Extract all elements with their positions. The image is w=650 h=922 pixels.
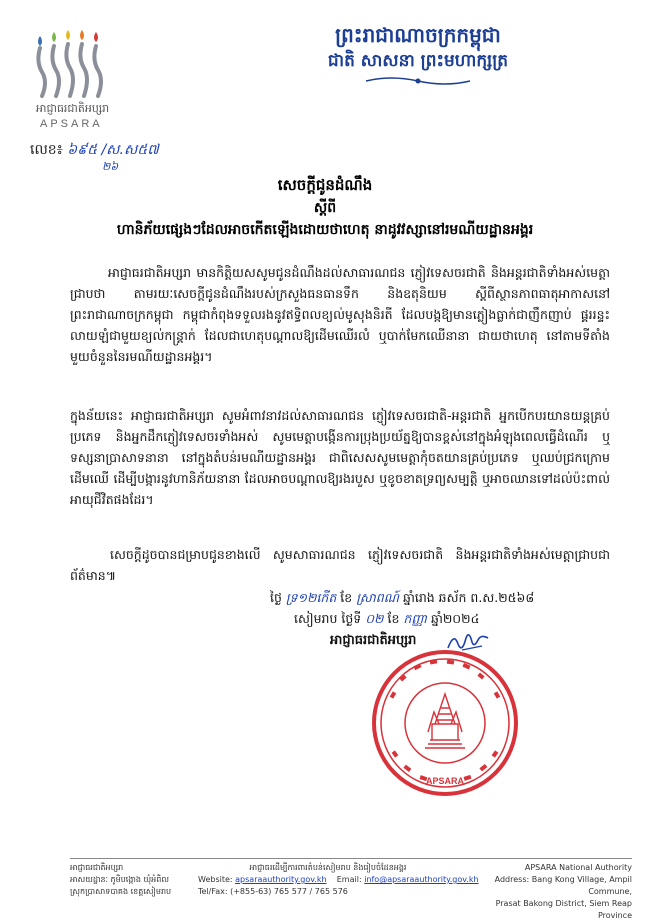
reference-number	[30, 140, 159, 161]
notice-about: ស្តីពី	[313, 200, 337, 216]
footer-right-line-2: Address: Bang Kong Village, Ampil Commune,	[494, 875, 632, 896]
footer-left-line-1: អាជ្ញាធរជាតិអប្សរា	[70, 863, 124, 872]
header-ornament	[364, 76, 472, 86]
reference-handwritten-number: ៦៩៥	[67, 142, 98, 158]
body-paragraph-2: ក្នុងន័យនេះ អាជ្ញាធរជាតិអប្សរា សូមអំពាវនាវដល់សាធារណជន ភ្ញៀវទេសចរជាតិ-អន្តរជាតិ អ្នកបើកបរយានយន្តគ្រប់ប្រភេទ និងអ្នកដឹកភ្ញៀវទេសចរទាំងអស់ សូមមេត្តាបង្កើនការប្រុងប្រយ័ត្នឱ្យបានខ្ពស់នៅក្នុងអំឡុងពេលធ្វើដំណើរ ឬទស្សនាប្រាសាទនានា នៅក្នុងតំបន់រមណីយដ្ឋានអង្គរ ជាពិសេសសូមមេត្តាកុំចតយានគ្រប់ប្រភេទ ឬឈប់ជ្រកក្រោមដើមឈើ ដើម្បីបង្ការនូវហានិភ័យនានា ដែលអាចបណ្តាលឱ្យរងរបួស ឬខូចខាតទ្រព្យសម្បត្តិ ឬអាចឈានទៅដល់ប៉ះពាល់អាយុជីវិតផងដែរ។	[70, 408, 610, 507]
lunar-year: ឆ្នាំរោង ឆស័ក ព.ស.២៥៦៨	[402, 590, 535, 605]
website-link[interactable]: apsaraauthority.gov.kh	[235, 875, 327, 884]
reference-prefix: លេខ៖	[30, 142, 63, 158]
footer-left-line-3: ស្រុកប្រាសាទបាគង ខេត្តសៀមរាប	[70, 887, 172, 896]
solar-month-label: ខែ	[387, 611, 400, 626]
logo-wordmark: APSARA	[40, 118, 103, 130]
body-paragraph-1: អាជ្ញាធរជាតិអប្សរា មានកិត្តិយសសូមជូនដំណឹងដល់សាធារណជន ភ្ញៀវទេសចរជាតិ និងអន្តរជាតិទាំងអស់មេត្តាជ្រាបថា តាមរយៈសេចក្តីជូនដំណឹងរបស់ក្រសួងធនធានទឹក និងឧតុនិយម ស្តីពីស្ថានភាពធាតុអាកាសនៅព្រះរាជាណាចក្រកម្ពុជា កម្ពុជាកំពុងទទួលរងនូវឥទ្ធិពលខ្យល់មូសុងនិរតី ដែលបង្កឱ្យមានភ្លៀងធ្លាក់ជាញឹកញាប់ ផ្គររន្ទះ លាយឡំជាមួយខ្យល់កន្ត្រាក់ ដែលជាហេតុបណ្តាលឱ្យដើមឈើរលំ ឬបាក់មែកឈើនានា ជាយថាហេតុ នៅតាមទីតាំងមួយចំនួននៃរមណីយដ្ឋានអង្គរ។	[70, 265, 610, 364]
solar-year: ឆ្នាំ២០២៤	[430, 611, 480, 626]
notice-title: សេចក្តីជូនដំណឹង	[277, 176, 373, 194]
kingdom-title: ព្រះរាជាណាចក្រកម្ពុជា	[335, 23, 501, 47]
lunar-day-handwritten: ទ្រ១២កើត	[285, 590, 337, 605]
official-seal	[370, 648, 520, 798]
email-label: Email:	[336, 875, 362, 884]
lunar-month-handwritten: ស្រាពណ៍	[356, 590, 399, 605]
footer-right-line-1: APSARA National Authority	[524, 863, 632, 872]
solar-day-handwritten: ០២	[365, 611, 384, 626]
logo-org-name: អាជ្ញាធរជាតិអប្សរា	[36, 102, 110, 115]
lunar-month-label: ខែ	[340, 590, 353, 605]
notice-subject: ហានិភ័យផ្សេងៗដែលអាចកើតឡើងដោយថាហេតុ នាដូវវស្សានៅរមណីយដ្ឋានអង្គរ	[116, 222, 534, 238]
website-label: Website:	[198, 875, 233, 884]
footer-telephone: Tel/Fax: (+855-63) 765 577 / 765 576	[198, 887, 348, 896]
footer-mid-title: អាជ្ញាធរដើម្បីការពារតំបន់សៀមរាប និងរៀបចំដែនអង្គរ	[249, 863, 407, 872]
lunar-date	[270, 590, 534, 609]
reference-sub: ២៦	[102, 160, 119, 173]
logo-figures	[38, 44, 101, 96]
footer-left-line-2: អាសយដ្ឋានៈ ភូមិបង្កោង ឃុំអំពិល	[70, 875, 169, 884]
solar-date-prefix: សៀមរាប ថ្ងៃទី	[294, 611, 362, 626]
footer-right-line-3: Prasat Bakong District, Siem Reap Province	[495, 899, 632, 920]
reference-suffix: /ស.ស៥៧	[101, 142, 159, 158]
seal-temple-emblem	[425, 694, 465, 748]
national-motto: ជាតិ សាសនា ព្រះមហាក្សត្រ	[327, 51, 509, 71]
footer-khmer-address	[70, 862, 200, 898]
body-paragraph-3: សេចក្តីដូចបានជម្រាបជូនខាងលើ សូមសាធារណជន ភ្ញៀវទេសចរជាតិ និងអន្តរជាតិទាំងអស់មេត្តាជ្រាបជាព័ត៌មាន៕	[70, 547, 610, 583]
seal-apsara-text: APSARA	[425, 776, 465, 786]
email-link[interactable]: info@apsaraauthority.gov.kh	[364, 875, 479, 884]
footer-english-address	[460, 862, 632, 922]
solar-month-handwritten: កញ្ញា	[403, 611, 427, 626]
footer-divider	[70, 858, 632, 859]
lunar-date-prefix: ថ្ងៃ	[270, 590, 282, 605]
signatory-org: អាជ្ញាធរជាតិអប្សរា	[330, 633, 417, 648]
footer-contact	[198, 862, 479, 898]
